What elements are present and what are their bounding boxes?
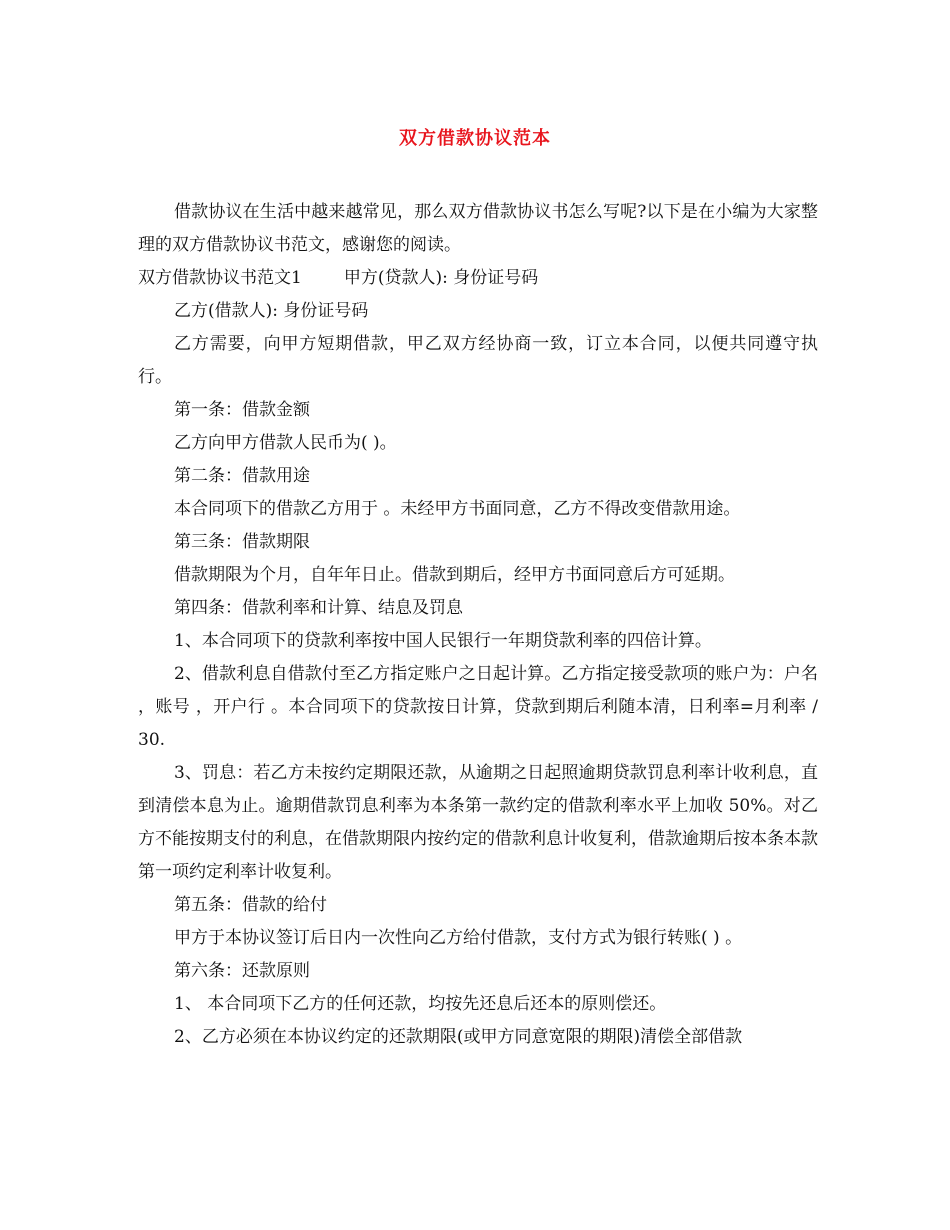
intro-paragraph: 借款协议在生活中越来越常见，那么双方借款协议书怎么写呢?以下是在小编为大家整理的双方借款协议书范文，感谢您的阅读。 (138, 202, 818, 255)
party-a-line: 甲方(贷款人): 身份证号码 (343, 268, 539, 288)
article-1-text: 乙方向甲方借款人民币为( )。 (174, 433, 397, 453)
sample-heading-line (138, 262, 818, 295)
article-5-text: 甲方于本协议签订后日内一次性向乙方给付借款，支付方式为银行转账( ) 。 (174, 928, 743, 948)
article-3-text: 借款期限为个月，自年年日止。借款到期后，经甲方书面同意后方可延期。 (174, 565, 735, 585)
article-4-heading: 第四条：借款利率和计算、结息及罚息 (174, 598, 463, 618)
article-4-clause-1: 1、本合同项下的贷款利率按中国人民银行一年期贷款利率的四倍计算。 (174, 631, 712, 651)
sample-title: 双方借款协议书范文1 (138, 268, 302, 288)
party-b-line: 乙方(借款人): 身份证号码 (174, 301, 369, 321)
article-2-text: 本合同项下的借款乙方用于 。未经甲方书面同意，乙方不得改变借款用途。 (174, 499, 741, 519)
article-6-clause-1: 1、 本合同项下乙方的任何还款，均按先还息后还本的原则偿还。 (174, 994, 667, 1014)
article-5-heading: 第五条：借款的给付 (174, 895, 327, 915)
article-3-heading: 第三条：借款期限 (174, 532, 310, 552)
preamble-paragraph: 乙方需要，向甲方短期借款，甲乙双方经协商一致，订立本合同，以便共同遵守执行。 (138, 334, 818, 387)
article-6-heading: 第六条：还款原则 (174, 961, 310, 981)
article-1-heading: 第一条：借款金额 (174, 400, 310, 420)
article-4-clause-2: 2、借款利息自借款付至乙方指定账户之日起计算。乙方指定接受款项的账户为：户名 ，账号 ，开户行 。本合同项下的贷款按日计算，贷款到期后利随本清，日利率=月利率 / 30. (138, 664, 818, 750)
article-6-clause-2: 2、乙方必须在本协议约定的还款期限(或甲方同意宽限的期限)清偿全部借款 (174, 1027, 743, 1047)
article-4-clause-3: 3、罚息：若乙方未按约定期限还款，从逾期之日起照逾期贷款罚息利率计收利息，直到清偿本息为止。逾期借款罚息利率为本条第一款约定的借款利率水平上加收 50%。对乙方不能按期支付的利息，在借款期限内按约定的借款利息计收复利，借款逾期后按本条本款第一项约定利率计收复利。 (138, 763, 818, 882)
document-body (138, 196, 818, 1054)
article-2-heading: 第二条：借款用途 (174, 466, 310, 486)
document-title: 双方借款协议范本 (399, 128, 551, 149)
